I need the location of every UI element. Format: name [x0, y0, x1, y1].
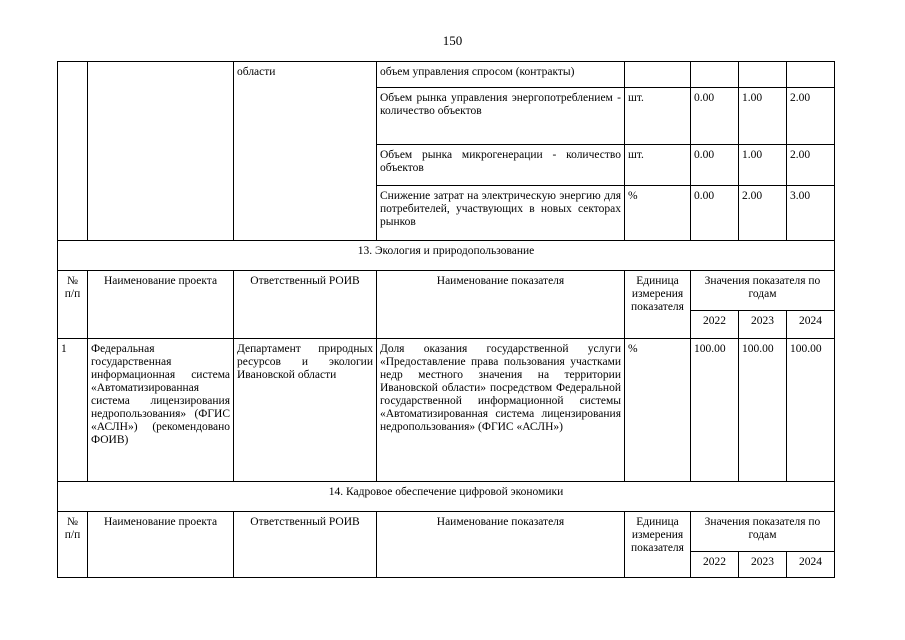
- value-2022-cell: 0.00: [691, 88, 739, 145]
- indicator-cell: Доля оказания государственной услуги «Предоставление права пользования участками недр местного значения на территории Ивановской области» посредством Федеральной государственной информационной системы «Автоматизированная система лицензирования недропользования» (ФГИС «АСЛН»): [377, 339, 625, 482]
- value-2023-cell: 2.00: [739, 186, 787, 241]
- value-2022-cell: 0.00: [691, 186, 739, 241]
- unit-cell: %: [625, 186, 691, 241]
- value-2024-cell: 100.00: [787, 339, 835, 482]
- header-roiv: Ответственный РОИВ: [234, 512, 377, 578]
- value-2024-cell: [787, 62, 835, 88]
- header-year-2022: 2022: [691, 311, 739, 339]
- header-row: [58, 271, 835, 311]
- value-2023-cell: 1.00: [739, 88, 787, 145]
- value-2023-cell: 1.00: [739, 145, 787, 186]
- section-title: 13. Экология и природопользование: [58, 241, 835, 271]
- header-year-2023: 2023: [739, 311, 787, 339]
- unit-cell: шт.: [625, 88, 691, 145]
- header-num: № п/п: [58, 512, 88, 578]
- indicator-cell: Снижение затрат на электрическую энергию для потребителей, участвующих в новых секторах рынков: [377, 186, 625, 241]
- header-project: Наименование проекта: [88, 271, 234, 339]
- header-values: Значения показателя по годам: [691, 271, 835, 311]
- unit-cell: [625, 62, 691, 88]
- header-roiv: Ответственный РОИВ: [234, 271, 377, 339]
- table-row: [58, 339, 835, 482]
- header-unit: Единица измерения показателя: [625, 271, 691, 339]
- unit-cell: %: [625, 339, 691, 482]
- project-cell: [88, 62, 234, 241]
- header-indicator: Наименование показателя: [377, 271, 625, 339]
- value-2024-cell: 2.00: [787, 88, 835, 145]
- value-2023-cell: 100.00: [739, 339, 787, 482]
- header-unit: Единица измерения показателя: [625, 512, 691, 578]
- num-cell: 1: [58, 339, 88, 482]
- section-heading-row: [58, 482, 835, 512]
- page-number: 150: [442, 33, 463, 48]
- header-values: Значения показателя по годам: [691, 512, 835, 552]
- value-2024-cell: 3.00: [787, 186, 835, 241]
- value-2022-cell: [691, 62, 739, 88]
- header-year-2023: 2023: [739, 552, 787, 578]
- section-heading-row: [58, 241, 835, 271]
- section-title: 14. Кадровое обеспечение цифровой экономики: [58, 482, 835, 512]
- unit-cell: шт.: [625, 145, 691, 186]
- value-2023-cell: [739, 62, 787, 88]
- project-cell: Федеральная государственная информационная система «Автоматизированная система лицензирования недропользования» (ФГИС «АСЛН») (рекомендовано ФОИВ): [88, 339, 234, 482]
- roiv-cell: Департамент природных ресурсов и экологии Ивановской области: [234, 339, 377, 482]
- indicators-table: [57, 61, 835, 578]
- header-year-2024: 2024: [787, 311, 835, 339]
- header-project: Наименование проекта: [88, 512, 234, 578]
- header-num: № п/п: [58, 271, 88, 339]
- header-year-2024: 2024: [787, 552, 835, 578]
- value-2024-cell: 2.00: [787, 145, 835, 186]
- header-indicator: Наименование показателя: [377, 512, 625, 578]
- num-cell: [58, 62, 88, 241]
- header-row: [58, 512, 835, 552]
- value-2022-cell: 0.00: [691, 145, 739, 186]
- indicator-cell: объем управления спросом (контракты): [377, 62, 625, 88]
- indicator-cell: Объем рынка управления энергопотреблением - количество объектов: [377, 88, 625, 145]
- table-row: [58, 62, 835, 88]
- value-2022-cell: 100.00: [691, 339, 739, 482]
- roiv-cell: области: [234, 62, 377, 241]
- header-year-2022: 2022: [691, 552, 739, 578]
- indicator-cell: Объем рынка микрогенерации - количество объектов: [377, 145, 625, 186]
